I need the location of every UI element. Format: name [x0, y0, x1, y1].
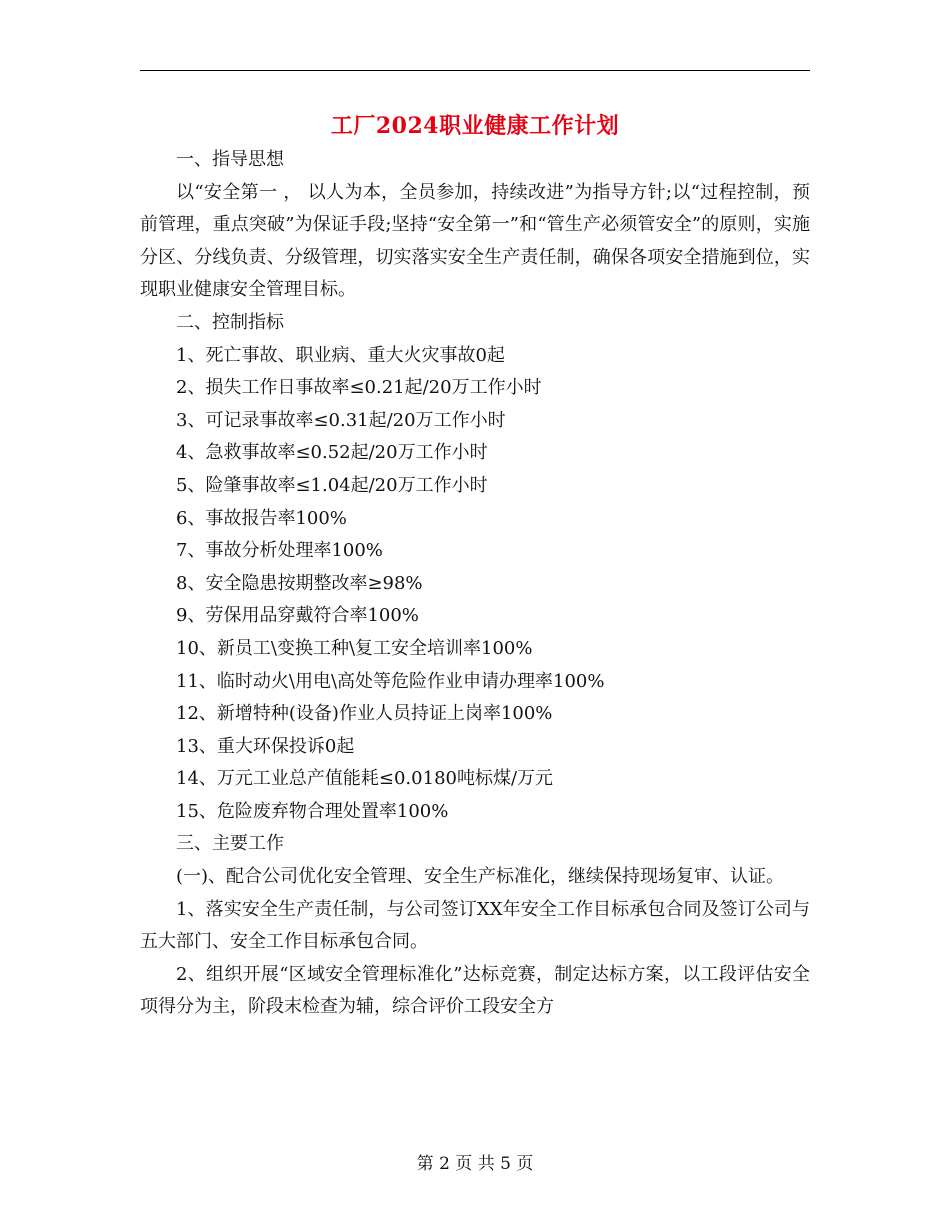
header-rule — [140, 70, 810, 71]
heading-main-work: 三、主要工作 — [176, 833, 284, 855]
heading-guiding-ideology: 一、指导思想 — [176, 149, 284, 170]
list-item: 15、危险废弃物合理处置率100% — [176, 800, 449, 822]
paragraph-work-item-2: 2、组织开展“区域安全管理标准化”达标竞赛，制定达标方案，以工段评估安全项得分为主，阶段末检查为辅，综合评价工段安全方 — [140, 963, 810, 1018]
document-title: 工厂2024职业健康工作计划 — [330, 113, 620, 139]
list-item: 3、可记录事故率≤0.31起/20万工作小时 — [176, 409, 506, 431]
list-item: 12、新增特种(设备)作业人员持证上岗率100% — [176, 703, 553, 725]
list-item: 1、死亡事故、职业病、重大火灾事故0起 — [176, 344, 505, 366]
list-item: 2、损失工作日事故率≤0.21起/20万工作小时 — [176, 377, 542, 399]
list-item: 11、临时动火\用电\高处等危险作业申请办理率100% — [176, 670, 605, 692]
heading-control-indicators: 二、控制指标 — [176, 311, 284, 333]
paragraph-guiding-ideology: 以“安全第一 ， 以人为本，全员参加，持续改进”为指导方针;以“过程控制，预前管理，重点突破”为保证手段;坚持“安全第一”和“管生产必须管安全”的原则，实施分区、分线负责、分级管理，切实落实安全生产责任制，确保各项安全措施到位，实现职业健康安全管理目标。 — [140, 181, 810, 301]
list-item: 13、重大环保投诉0起 — [176, 735, 355, 757]
subheading-work-section-1: (一)、配合公司优化安全管理、安全生产标准化，继续保持现场复审、认证。 — [176, 866, 785, 888]
list-item: 4、急救事故率≤0.52起/20万工作小时 — [176, 442, 488, 464]
list-item: 5、险肇事故率≤1.04起/20万工作小时 — [176, 474, 488, 496]
document-body — [140, 144, 810, 1024]
list-item: 7、事故分析处理率100% — [176, 540, 383, 562]
list-item: 14、万元工业总产值能耗≤0.0180吨标煤/万元 — [176, 768, 554, 790]
paragraph-work-item-1: 1、落实安全生产责任制，与公司签订XX年安全工作目标承包合同及签订公司与五大部门、安全工作目标承包合同。 — [140, 898, 810, 953]
list-item: 9、劳保用品穿戴符合率100% — [176, 605, 419, 627]
page-number-footer: 第 2 页 共 5 页 — [416, 1154, 534, 1174]
list-item: 10、新员工\变换工种\复工安全培训率100% — [176, 637, 533, 659]
list-item: 8、安全隐患按期整改率≥98% — [176, 572, 423, 594]
list-item: 6、事故报告率100% — [176, 507, 347, 529]
